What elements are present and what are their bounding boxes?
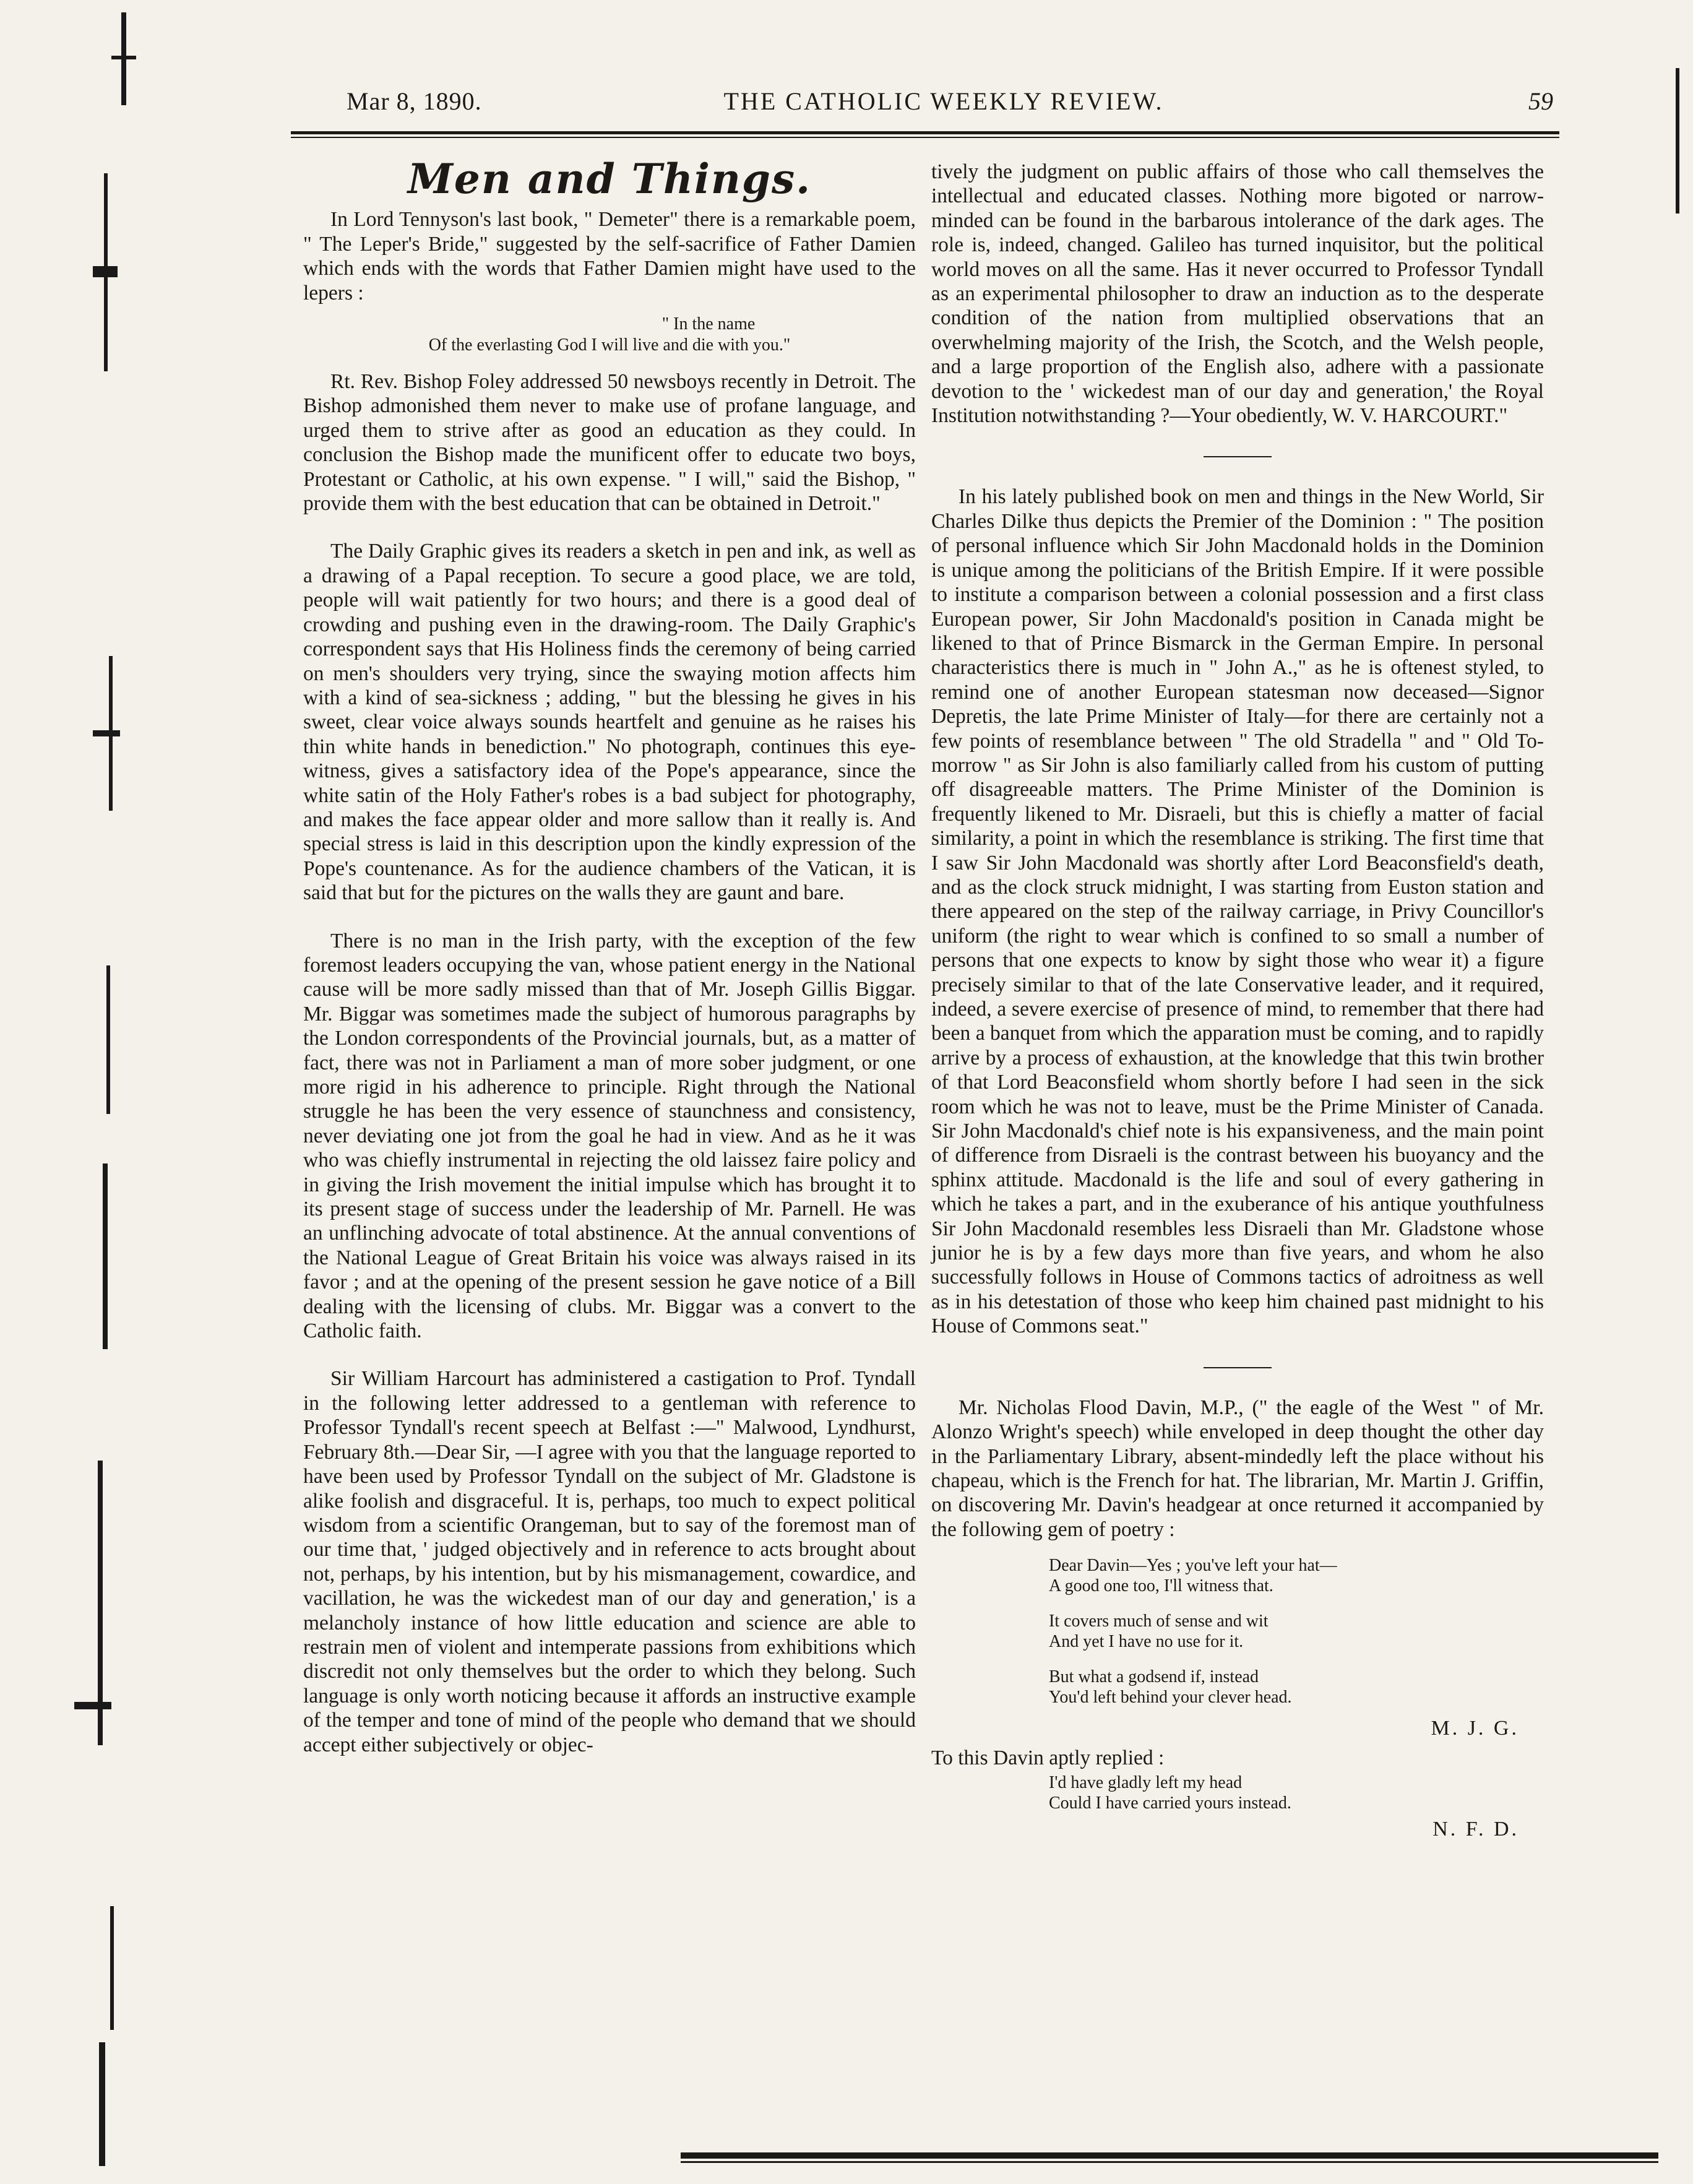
scan-edge-mark	[93, 730, 120, 736]
scan-edge-mark	[110, 1906, 114, 2030]
section-separator	[1204, 456, 1272, 457]
publication-title: THE CATHOLIC WEEKLY REVIEW.	[723, 87, 1164, 115]
poem-line: I'd have gladly left my head	[1049, 1772, 1243, 1792]
quote-line: Of the everlasting God I will live and die with you."	[428, 335, 791, 355]
quote-line: " In the name	[661, 314, 756, 334]
poem	[1049, 1772, 1544, 1813]
paragraph: There is no man in the Irish party, with the exception of the few foremost leaders occupying the van, whose patient energy in the National cause will be more sadly missed than that of Mr. Joseph Gillis Biggar. Mr. Biggar was sometimes made the subject of humorous paragraphs by the London correspondents of the Provincial journals, but, as a matter of fact, there was not in Parliament a man of more sober judgment, or one more rigid in his adherence to principle. Right through the National struggle he has been the very essence of staunchness and consistency, never deviating one jot from the goal he had in view. And as he it was who was chiefly instrumental in rejecting the old laissez faire policy and in giving the Irish movement the initial impulse which has brought it to its present stage of success under the leadership of Mr. Parnell. He was an unflinching advocate of total abstinence. At the annual conventions of the National League of Great Britain his voice was always raised in its favor ; and at the opening of the present session he gave notice of a Bill dealing with the licensing of clubs. Mr. Biggar was a convert to the Catholic faith.	[303, 929, 916, 1343]
scan-edge-mark	[1676, 68, 1679, 214]
poem-line: And yet I have no use for it.	[1049, 1632, 1244, 1652]
issue-date: Mar 8, 1890.	[347, 87, 482, 115]
signature: N. F. D.	[1432, 1817, 1519, 1841]
scan-edge-mark	[103, 1163, 108, 1349]
footer-rule	[681, 2152, 1658, 2159]
scan-edge-mark	[106, 965, 110, 1114]
scan-edge-mark	[111, 56, 136, 59]
poem-line: It covers much of sense and wit	[1049, 1612, 1269, 1631]
page-number: 59	[1528, 87, 1553, 115]
paragraph: The Daily Graphic gives its readers a sketch in pen and ink, as well as a drawing of a Papal reception. To secure a good place, we are told, people will wait patiently for two hours; and there is a good deal of crowding and pushing even in the drawing-room. The Daily Graphic's correspondent says that His Holiness finds the ceremony of being carried on men's shoulders very trying, since the swaying motion affects him with a kind of sea-sickness ; adding, " but the blessing he gives in his sweet, clear voice always sounds heartfelt and genuine as he raises his thin white hands in benediction." No photograph, continues this eye-witness, gives a satisfactory idea of the Pope's appearance, since the white satin of the Holy Father's robes is a bad subject for photography, and makes the face appear older and more sallow than it really is. And special stress is laid in this description upon the kindly expression of the Pope's countenance. As for the audience chambers of the Vatican, it is said that but for the pictures on the walls they are gaunt and bare.	[303, 540, 916, 905]
poem-line: Dear Davin—Yes ; you've left your hat—	[1049, 1556, 1337, 1576]
poem-line: But what a godsend if, instead	[1049, 1667, 1259, 1687]
paragraph: Rt. Rev. Bishop Foley addressed 50 newsboys recently in Detroit. The Bishop admonished them never to make use of profane language, and urged them to strive after as good an education as they could. In conclusion the Bishop made the munificent offer to educate two boys, Protestant or Catholic, at his own expense. " I will," said the Bishop, " provide them with the best education that can be obtained in Detroit."	[303, 370, 916, 516]
scan-edge-mark	[99, 2042, 105, 2166]
reply-intro: To this Davin aptly replied :	[931, 1746, 1165, 1769]
poem-stanza	[1049, 1611, 1544, 1652]
paragraph: Mr. Nicholas Flood Davin, M.P., (" the eagle of the West " of Mr. Alonzo Wright's speech) while enveloped in deep thought the other day in the Parliamentary Library, absent-mindedly left the place without his chapeau, which is the French for hat. The librarian, Mr. Martin J. Griffin, on discovering Mr. Davin's headgear at once returned it accompanied by the following gem of poetry :	[931, 1396, 1544, 1541]
scan-edge-mark	[74, 1702, 111, 1709]
poem-line: You'd left behind your clever head.	[1049, 1688, 1292, 1707]
poem-line: A good one too, I'll witness that.	[1049, 1576, 1273, 1596]
footer-rule	[681, 2161, 1658, 2163]
poem-stanza	[1049, 1667, 1544, 1707]
paragraph: tively the judgment on public affairs of those who call themselves the intellectual and educated classes. Nothing more bigoted or narrow-minded can be found in the barbarous intolerance of the dark ages. The role is, indeed, changed. Galileo has turned inquisitor, but the political world moves on all the same. Has it never occurred to Professor Tyndall as an experimental philosopher to draw an induction as to the desperate condition of the nation from multiplied observations that an overwhelming majority of the Irish, the Scotch, and the Welsh people, and a large proportion of the English also, adhere with a passionate devotion to the ' wickedest man of our day and generation,' the Royal Institution notwithstanding ?—Your obediently, W. V. HARCOURT."	[931, 160, 1544, 428]
paragraph: In his lately published book on men and things in the New World, Sir Charles Dilke thus depicts the Premier of the Dominion : " The position of personal influence which Sir John Macdonald holds in the Dominion is unique among the politicians of the British Empire. If it were possible to institute a comparison between a colonial possession and a first class European power, Sir John Macdonald's position in Canada might be likened to that of Prince Bismarck in the German Empire. In personal characteristics there is much in " John A.," as he is oftenest styled, to remind one of another European statesman now deceased—Signor Depretis, the late Prime Minister of Italy—for there are certainly not a few points of resemblance between " The old Stradella " and " Old To-morrow " as Sir John is also familiarly called from his custom of putting off disagreeable matters. The Prime Minister of the Dominion is frequently likened to Mr. Disraeli, but this is chiefly a matter of facial similarity, a point in which the resemblance is striking. The first time that I saw Sir John Macdonald was shortly after Lord Beaconsfield's death, and as the clock struck midnight, I was starting from Euston station and there appeared on the step of the railway carriage, in Privy Councillor's uniform (the right to wear which is confined to so small a number of persons that one expects to know by sight those who wear it) a figure precisely similar to that of the late Conservative leader, and it required, indeed, a severe exercise of presence of mind, to remember that there had been a banquet from which the apparation must be coming, and to rapidly arrive by a process of exhaustion, at the knowledge that this twin brother of that Lord Beaconsfield whom shortly before I had seen in the sick room which he was not to leave, must be the Prime Minister of Canada. Sir John Macdonald's chief note is his expansiveness, and the main point of difference from Disraeli is the contrast between his buoyancy and the sphinx attitude. Macdonald is the life and soul of every gathering in which he takes a part, and in the exuberance of his antique youthfulness Sir John Macdonald resembles less Disraeli than Mr. Gladstone whose junior he is by a few days more than five years, and whom he also successfully follows in House of Commons tactics of adroitness as well as in his detestation of those who keep him chained past midnight to his House of Commons seat."	[931, 485, 1544, 1338]
poem	[1049, 1555, 1544, 1707]
right-column	[931, 160, 1544, 1846]
verse-quote	[303, 314, 916, 356]
scan-edge-mark	[93, 266, 118, 277]
page-header	[334, 87, 1553, 126]
section-separator	[1204, 1367, 1272, 1368]
paragraph: Sir William Harcourt has administered a castigation to Prof. Tyndall in the following letter addressed to a gentleman with reference to Professor Tyndall's recent speech at Belfast :—" Malwood, Lyndhurst, February 8th.—Dear Sir, —I agree with you that the language reported to have been used by Professor Tyndall on the subject of Mr. Gladstone is alike foolish and disgraceful. It is, perhaps, too much to expect political wisdom from a scientific Orangeman, but to say of the foremost man of our time that, ' judged objectively and in reference to acts brought about not, perhaps, by his intention, but by his mismanagement, cowardice, and vacillation, he was the wickedest man of our day and generation,' is a melancholy instance of how little education and science are able to restrain men of violent and intemperate passions from exhibitions which discredit not only themselves but the order to which they belong. Such language is only worth noticing because it affords an instructive example of the temper and tone of mind of the people who demand that we should accept either subjectively or objec-	[303, 1367, 916, 1756]
paragraph: In Lord Tennyson's last book, " Demeter" there is a remarkable poem, " The Leper's Bride," suggested by the self-sacrifice of Father Damien which ends with the words that Father Damien might have used to the lepers :	[303, 208, 916, 304]
signature: M. J. G.	[1431, 1717, 1519, 1740]
left-column	[303, 155, 916, 1757]
poem-line: Could I have carried yours instead.	[1049, 1793, 1291, 1813]
header-rule	[291, 137, 1559, 138]
poem-stanza	[1049, 1555, 1544, 1596]
section-title: Men and Things.	[407, 155, 812, 203]
header-rule	[291, 131, 1559, 134]
